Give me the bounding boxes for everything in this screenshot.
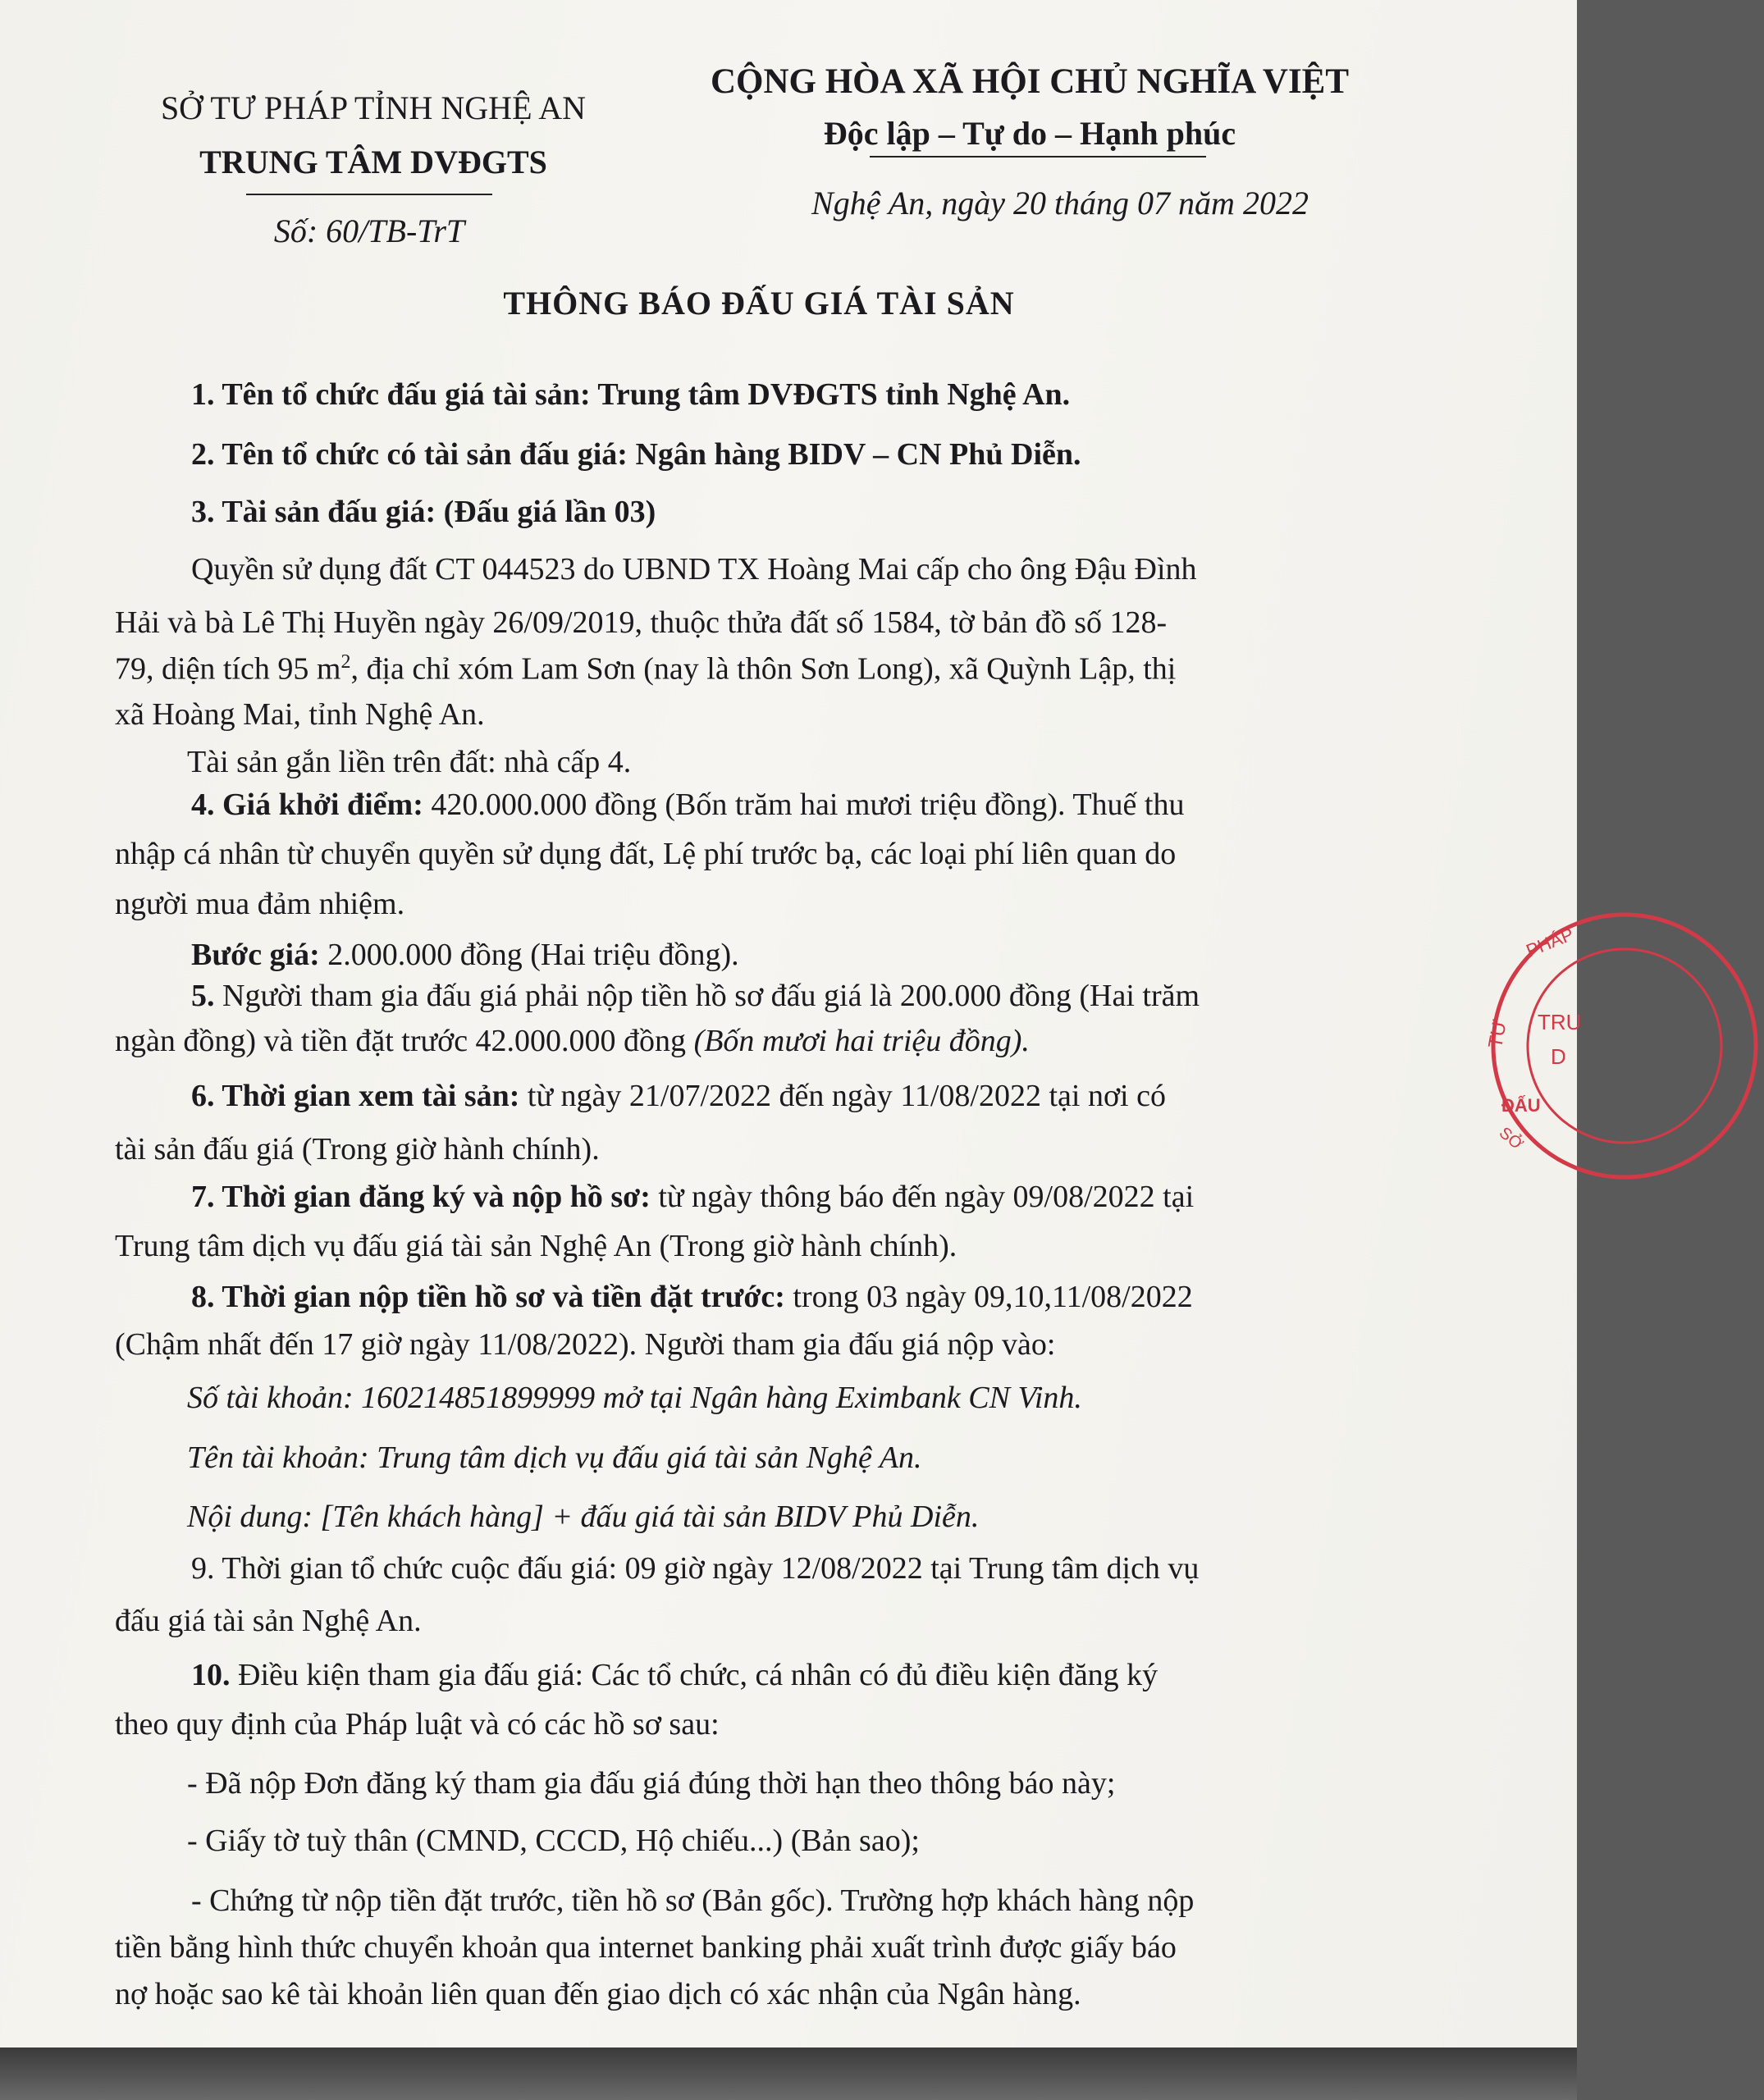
bid-step-value: 2.000.000 đồng (Hai triệu đồng). [319,938,739,972]
section-7-label: 7. Thời gian đăng ký và nộp hồ sơ: [191,1180,651,1214]
transfer-content: Nội dung: [Tên khách hàng] + đấu giá tài sản BIDV Phủ Diễn. [187,1500,980,1534]
starting-price-value: 420.000.000 đồng (Bốn trăm hai mươi triệu đồng). Thuế thu [423,788,1185,822]
section-4-line-2: nhập cá nhân từ chuyển quyền sử dụng đất, Lệ phí trước bạ, các loại phí liên quan do [115,837,1177,871]
section-4-line-1 [191,789,1184,820]
bank-account-number: Số tài khoản: 160214851899999 mở tại Ngân hàng Eximbank CN Vinh. [187,1381,1082,1415]
seal-left-text: TƯ [1484,1017,1511,1050]
section-3-line-3 [115,652,1176,685]
section-10-line-2: theo quy định của Pháp luật và có các hồ sơ sau: [115,1707,720,1742]
seal-line-3: ĐẤU [1501,1095,1541,1116]
section-6-line-1 [191,1080,1166,1112]
document-date: Nghệ An, ngày 20 tháng 07 năm 2022 [811,185,1309,221]
section-3-line-1: Quyền sử dụng đất CT 044523 do UBND TX Hoàng Mai cấp cho ông Đậu Đình [191,552,1197,587]
section-3-line-2: Hải và bà Lê Thị Huyền ngày 26/09/2019, thuộc thửa đất số 1584, tờ bản đồ số 128- [115,605,1168,640]
section-6-text: từ ngày 21/07/2022 đến ngày 11/08/2022 tại nơi có [519,1079,1166,1113]
document-number: Số: 60/TB-TrT [273,212,465,249]
area-text: 79, diện tích 95 m [115,651,341,687]
section-2: 2. Tên tổ chức có tài sản đấu giá: Ngân hàng BIDV – CN Phủ Diễn. [191,437,1081,472]
section-1: 1. Tên tổ chức đấu giá tài sản: Trung tâm DVĐGTS tỉnh Nghệ An. [191,377,1071,412]
seal-bottom-text: SỞ [1495,1123,1527,1154]
section-6-line-2: tài sản đấu giá (Trong giờ hành chính). [115,1132,600,1166]
section-10-line-1 [191,1659,1158,1691]
bid-step-label: Bước giá: [191,938,320,972]
bank-account-name: Tên tài khoản: Trung tâm dịch vụ đấu giá tài sản Nghệ An. [187,1440,922,1475]
section-8-line-2: (Chậm nhất đến 17 giờ ngày 11/08/2022). Người tham gia đấu giá nộp vào: [115,1327,1056,1362]
section-9-line-1: 9. Thời gian tổ chức cuộc đấu giá: 09 giờ ngày 12/08/2022 tại Trung tâm dịch vụ [191,1551,1200,1586]
section-5-line-2 [115,1025,1030,1057]
section-10-text: Điều kiện tham gia đấu giá: Các tổ chức, cá nhân có đủ điều kiện đăng ký [230,1658,1158,1692]
address-text: , địa chỉ xóm Lam Sơn (nay là thôn Sơn Long), xã Quỳnh Lập, thị [350,651,1177,687]
issuing-center: TRUNG TÂM DVĐGTS [199,144,547,180]
requirement-3-line-2: tiền bằng hình thức chuyển khoản qua internet banking phải xuất trình được giấy báo [115,1930,1177,1965]
section-8-text: trong 03 ngày 09,10,11/08/2022 [784,1280,1193,1314]
table-background [0,2048,1577,2100]
requirement-3-line-3: nợ hoặc sao kê tài khoản liên quan đến giao dịch có xác nhận của Ngân hàng. [115,1977,1081,2011]
requirement-1: - Đã nộp Đơn đăng ký tham gia đấu giá đúng thời hạn theo thông báo này; [187,1766,1116,1801]
header-left-underline [246,194,492,195]
section-5-line-1 [191,980,1200,1011]
section-4-line-3: người mua đảm nhiệm. [115,887,405,921]
attached-asset: Tài sản gắn liền trên đất: nhà cấp 4. [187,745,632,779]
page-title: THÔNG BÁO ĐẤU GIÁ TÀI SẢN [503,285,1015,322]
issuing-department: SỞ TƯ PHÁP TỈNH NGHỆ AN [160,89,587,126]
requirement-2: - Giấy tờ tuỳ thân (CMND, CCCD, Hộ chiếu...) (Bản sao); [187,1824,920,1858]
header-right-underline [870,156,1206,158]
section-5-number: 5. [191,979,215,1013]
section-8-line-1 [191,1281,1193,1312]
section-10-number: 10. [191,1658,231,1692]
deposit-words: (Bốn mươi hai triệu đồng). [693,1024,1030,1058]
seal-arc-top: PHÁP [1523,924,1577,961]
deposit-text: ngàn đồng) và tiền đặt trước 42.000.000 đồng [115,1024,694,1058]
national-title: CỘNG HÒA XÃ HỘI CHỦ NGHĨA VIỆT [710,62,1350,101]
section-8-label: 8. Thời gian nộp tiền hồ sơ và tiền đặt trước: [191,1280,785,1314]
requirement-3-line-1: - Chứng từ nộp tiền đặt trước, tiền hồ sơ (Bản gốc). Trường hợp khách hàng nộp [191,1883,1195,1918]
official-seal [1485,906,1764,1185]
area-superscript: 2 [340,651,351,673]
national-motto: Độc lập – Tự do – Hạnh phúc [823,115,1236,152]
section-7-line-2: Trung tâm dịch vụ đấu giá tài sản Nghệ An (Trong giờ hành chính). [115,1229,957,1263]
seal-line-2: D [1551,1044,1566,1069]
seal-line-1: TRU [1538,1010,1582,1034]
section-3-heading: 3. Tài sản đấu giá: (Đấu giá lần 03) [191,495,656,529]
section-7-line-1 [191,1181,1194,1212]
section-5-text: Người tham gia đấu giá phải nộp tiền hồ sơ đấu giá là 200.000 đồng (Hai trăm [214,979,1200,1013]
bid-step [191,939,739,970]
section-6-label: 6. Thời gian xem tài sản: [191,1079,520,1113]
section-7-text: từ ngày thông báo đến ngày 09/08/2022 tại [650,1180,1195,1214]
section-9-line-2: đấu giá tài sản Nghệ An. [115,1604,422,1638]
section-3-line-4: xã Hoàng Mai, tỉnh Nghệ An. [115,697,485,732]
starting-price-label: 4. Giá khởi điểm: [191,788,423,822]
